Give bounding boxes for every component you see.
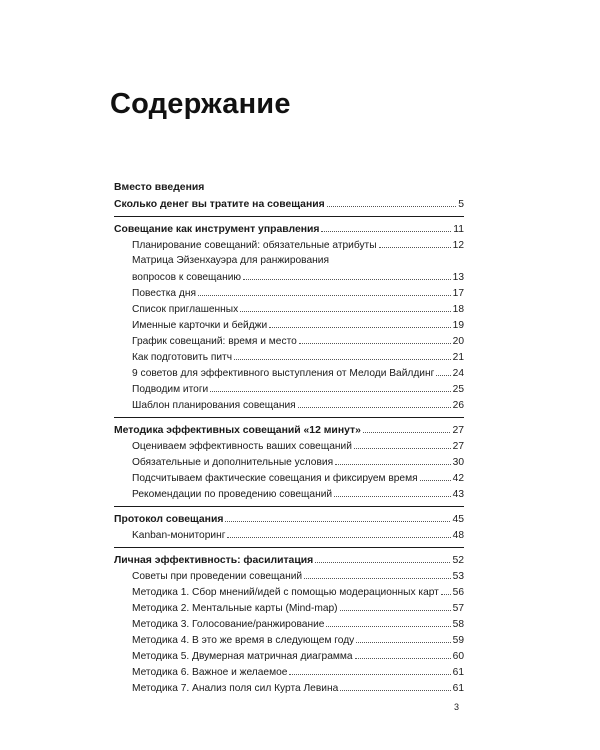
toc-sections: [114, 221, 464, 696]
dot-leader: [227, 527, 450, 538]
toc-item[interactable]: График совещаний: время и место 20: [114, 333, 464, 349]
toc-item[interactable]: Методика 5. Двумерная матричная диаграмма 60: [114, 648, 464, 664]
toc-item[interactable]: Планирование совещаний: обязательные атрибуты 12: [114, 237, 464, 253]
dot-leader: [299, 333, 451, 344]
toc-item[interactable]: вопросов к совещанию 13: [114, 269, 464, 285]
toc-section-4[interactable]: Личная эффективность: фасилитация 52: [114, 552, 464, 568]
dot-leader: [354, 438, 451, 449]
toc-item[interactable]: 9 советов для эффективного выступления от Мелоди Вайлдинг 24: [114, 365, 464, 381]
dot-leader: [355, 648, 451, 659]
toc-item[interactable]: Методика 1. Сбор мнений/идей с помощью модерационных карт 56: [114, 584, 464, 600]
section-divider: [114, 417, 464, 418]
section-divider: [114, 547, 464, 548]
dot-leader: [363, 422, 451, 433]
dot-leader: [269, 317, 450, 328]
toc-item[interactable]: Рекомендации по проведению совещаний 43: [114, 486, 464, 502]
toc-item[interactable]: Шаблон планирования совещания 26: [114, 397, 464, 413]
page-number: 3: [454, 702, 460, 712]
toc-item[interactable]: Повестка дня 17: [114, 285, 464, 301]
toc-item[interactable]: Методика 2. Ментальные карты (Mind-map) 57: [114, 600, 464, 616]
dot-leader: [298, 397, 451, 408]
toc-item[interactable]: Советы при проведении совещаний 53: [114, 568, 464, 584]
toc-item[interactable]: Список приглашенных 18: [114, 301, 464, 317]
toc-item[interactable]: Методика 6. Важное и желаемое 61: [114, 664, 464, 680]
dot-leader: [225, 511, 450, 522]
table-of-contents: [114, 180, 464, 696]
toc-item[interactable]: Обязательные и дополнительные условия 30: [114, 454, 464, 470]
toc-item[interactable]: Матрица Эйзенхауэра для ранжирования: [132, 255, 329, 266]
dot-leader: [326, 616, 450, 627]
dot-leader: [441, 584, 451, 595]
dot-leader: [327, 196, 457, 207]
dot-leader: [340, 600, 451, 611]
dot-leader: [379, 237, 451, 248]
page-title: Содержание: [110, 88, 291, 120]
toc-item[interactable]: Как подготовить питч 21: [114, 349, 464, 365]
intro-heading: Вместо введения: [114, 182, 205, 193]
dot-leader: [340, 680, 450, 691]
toc-section-2[interactable]: Методика эффективных совещаний «12 минут» 27: [114, 422, 464, 438]
dot-leader: [198, 285, 451, 296]
dot-leader: [321, 221, 451, 232]
section-divider: [114, 216, 464, 217]
toc-entry-intro[interactable]: Сколько денег вы тратите на совещания 5: [114, 196, 464, 212]
toc-section-1[interactable]: Совещание как инструмент управления 11: [114, 221, 464, 237]
dot-leader: [334, 486, 451, 497]
toc-item[interactable]: Именные карточки и бейджи 19: [114, 317, 464, 333]
toc-item[interactable]: Методика 7. Анализ поля сил Курта Левина 61: [114, 680, 464, 696]
toc-item[interactable]: Оцениваем эффективность ваших совещаний 27: [114, 438, 464, 454]
toc-item[interactable]: Методика 4. В это же время в следующем году 59: [114, 632, 464, 648]
toc-section-3[interactable]: Протокол совещания 45: [114, 511, 464, 527]
dot-leader: [234, 349, 451, 360]
toc-item[interactable]: Подводим итоги 25: [114, 381, 464, 397]
toc-item[interactable]: Подсчитываем фактические совещания и фиксируем время 42: [114, 470, 464, 486]
dot-leader: [315, 552, 450, 563]
dot-leader: [420, 470, 451, 481]
dot-leader: [289, 664, 450, 675]
section-divider: [114, 506, 464, 507]
toc-item[interactable]: Методика 3. Голосование/ранжирование 58: [114, 616, 464, 632]
dot-leader: [335, 454, 451, 465]
dot-leader: [436, 365, 450, 376]
dot-leader: [304, 568, 451, 579]
dot-leader: [210, 381, 450, 392]
dot-leader: [240, 301, 450, 312]
toc-item[interactable]: Kanban-мониторинг 48: [114, 527, 464, 543]
dot-leader: [243, 269, 451, 280]
dot-leader: [356, 632, 450, 643]
